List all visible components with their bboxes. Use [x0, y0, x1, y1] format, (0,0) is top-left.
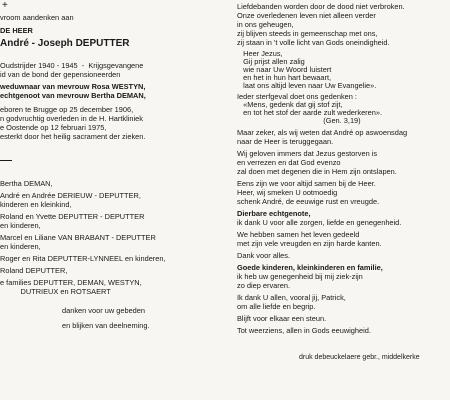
heading-line: Dierbare echtgenote, [237, 209, 311, 218]
family-line: DUTRIEUX en ROTSAERT [0, 287, 111, 296]
text-line: Ik dank U allen, vooral jij, Patrick, [237, 293, 346, 302]
text-line: (Gen. 3,19) [237, 116, 361, 125]
text-line: zij blijven steeds in gemeenschap met ons, [237, 29, 378, 38]
family-line: André en Andrée DERIEUW - DEPUTTER, [0, 191, 141, 200]
text-line: We hebben samen het leven gedeeld [237, 230, 360, 239]
text-line: en verrezen en dat God evenzo [237, 158, 341, 167]
text-line: Heer, wij smeken U ootmoedig [237, 188, 338, 197]
family-line: en kinderen, [0, 242, 41, 251]
sacrament-line: esterkt door het heilig sacrament der zieken. [0, 132, 146, 141]
family-line: Bertha DEMAN, [0, 179, 53, 188]
veteran-line: Oudstrijder 1940 - 1945 - Krijgsgevangene [0, 61, 144, 70]
text-line: Maar zeker, als wij weten dat André op aswoensdag [237, 128, 408, 137]
text-line: schenk André, de eeuwige rust en vreugde. [237, 197, 380, 206]
text-line: Wij geloven immers dat Jezus gestorven is [237, 149, 378, 158]
spouse-line: echtgenoot van mevrouw Bertha DEMAN, [0, 91, 146, 100]
divider-rule [0, 160, 12, 161]
thanks-line: en blijken van deelneming. [62, 321, 150, 330]
deceased-name: André - Joseph DEPUTTER [0, 38, 130, 49]
cross-symbol: + [2, 0, 8, 11]
text-line: en tot het stof der aarde zult wederkeren». [237, 108, 383, 117]
text-line: Ieder sterfgeval doet ons gedenken : [237, 92, 357, 101]
text-line: wie naar Uw Woord luistert [237, 65, 332, 74]
family-line: en kinderen, [0, 221, 41, 230]
text-line: zal doen met degenen die in Hem zijn ontslapen. [237, 167, 397, 176]
family-line: Marcel en Liliane VAN BRABANT - DEPUTTER [0, 233, 156, 242]
text-line: en het in hun hart bewaart, [237, 73, 332, 82]
text-line: «Mens, gedenk dat gij stof zijt, [237, 100, 343, 109]
family-line: Roland en Yvette DEPUTTER - DEPUTTER [0, 212, 145, 221]
text-line: om alle liefde en begrip. [237, 302, 316, 311]
title-text: DE HEER [0, 26, 33, 35]
family-line: Roger en Rita DEPUTTER-LYNNEEL en kinderen, [0, 254, 166, 263]
family-line: kinderen en kleinkind, [0, 200, 72, 209]
heading-line: Goede kinderen, kleinkinderen en familie, [237, 263, 383, 272]
text-line: Heer Jezus, [237, 49, 283, 58]
text-line: in ons geheugen, [237, 20, 294, 29]
printer-credit: druk debeuckelaere gebr., middelkerke [299, 354, 420, 361]
text-line: zo diep ervaren. [237, 281, 290, 290]
birth-line: eboren te Brugge op 25 december 1906, [0, 105, 134, 114]
intro-text: vroom aandenken aan [0, 13, 74, 22]
text-line: Eens zijn we voor altijd samen bij de Heer. [237, 179, 376, 188]
right-column [237, 0, 450, 400]
death-place-line: e Oostende op 12 februari 1975, [0, 123, 107, 132]
family-line: Roland DEPUTTER, [0, 266, 68, 275]
text-line: Gij prijst allen zalig [237, 57, 305, 66]
left-column [0, 0, 210, 400]
text-line: Liefdebanden worden door de dood niet verbroken. [237, 2, 405, 11]
thanks-line: danken voor uw gebeden [62, 306, 146, 315]
widower-line: weduwnaar van mevrouw Rosa WESTYN, [0, 82, 146, 91]
text-line: ik heb uw genegenheid bij mij ziek-zijn [237, 272, 363, 281]
death-line: n godvruchtig overleden in de H. Hartkliniek [0, 114, 143, 123]
text-line: Dank voor alles. [237, 251, 290, 260]
text-line: zij staan in 't volle licht van Gods oneindigheid. [237, 38, 390, 47]
text-line: Onze overledenen leven niet alleen verder [237, 11, 376, 20]
text-line: laat ons altijd leven naar Uw Evangelie». [237, 81, 377, 90]
text-line: naar de Heer is teruggegaan. [237, 137, 334, 146]
text-line: met zijn vele vreugden en zijn harde kanten. [237, 239, 382, 248]
family-line: e families DEPUTTER, DEMAN, WESTYN, [0, 278, 142, 287]
pension-line: id van de bond der gepensioneerden [0, 70, 121, 79]
text-line: ik dank U voor alle zorgen, liefde en genegenheid. [237, 218, 402, 227]
text-line: Blijft voor elkaar een steun. [237, 314, 327, 323]
text-line: Tot weerziens, allen in Gods eeuwigheid. [237, 326, 371, 335]
